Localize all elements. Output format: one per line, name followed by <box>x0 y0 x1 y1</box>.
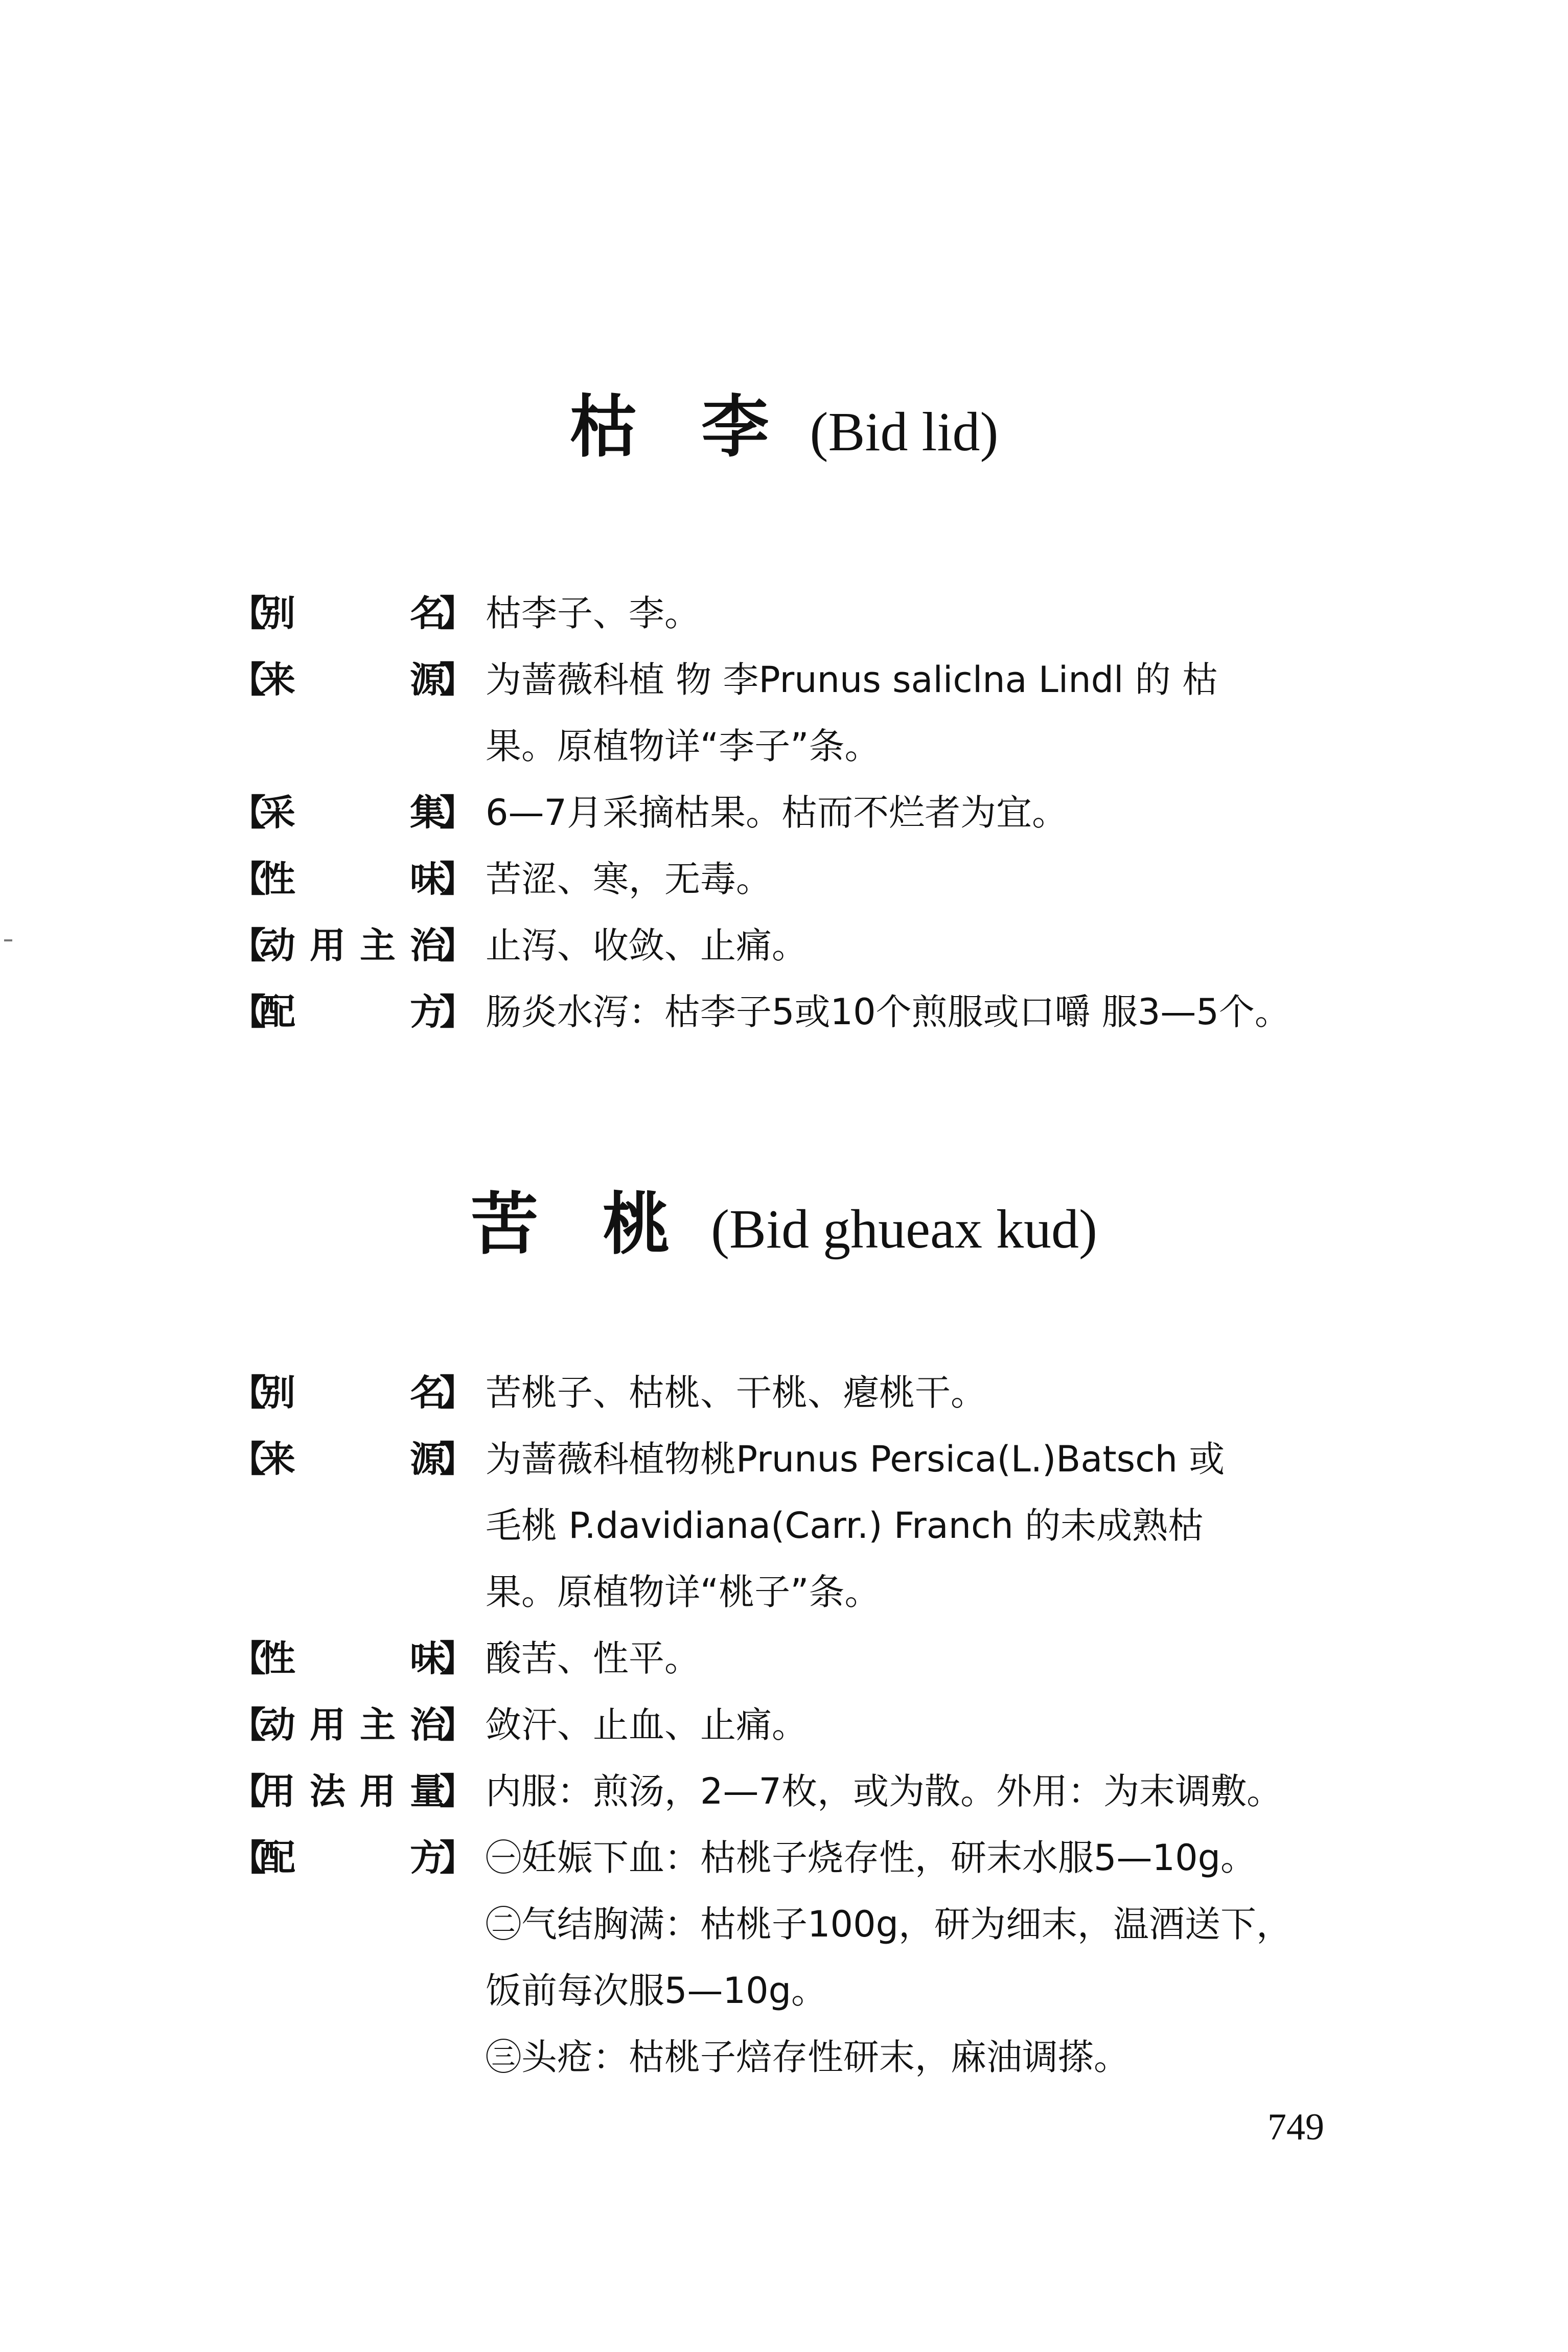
field-content: 敛汗、止血、止痛。 <box>486 1704 808 1746</box>
entry-title-latin: (Bid ghueax kud) <box>711 1199 1097 1260</box>
bracket-close: 】 <box>440 592 475 634</box>
field-content: 肠炎水泻：枯李子5或10个煎服或口嚼 服3—5个。 <box>486 991 1290 1033</box>
field-source: 【 来 源 】 为蔷薇科植物桃Prunus Persica(L.)Batsch 或 毛桃 P.davidiana(Carr.) Franch 的未成熟枯 果。原植物详“桃子”条。 <box>230 1426 1467 1625</box>
page-number: 749 <box>1267 2106 1324 2148</box>
field-collection: 【 采 集 】 6—7月采摘枯果。枯而不烂者为宜。 <box>230 779 1467 846</box>
entry-title-chinese: 枯 李 <box>569 388 790 467</box>
field-indications: 【 动用主治 】 敛汗、止血、止痛。 <box>230 1692 1467 1758</box>
field-content: 苦涩、寒，无毒。 <box>486 858 772 900</box>
field-alias: 【 别 名 】 枯李子、李。 <box>230 580 1467 647</box>
entry-title-chinese: 苦 桃 <box>471 1185 691 1264</box>
field-content: 枯李子、李。 <box>486 592 700 634</box>
entry-title <box>0 388 1568 467</box>
field-prescription: 【 配 方 】 ㊀妊娠下血：枯桃子烧存性，研末水服5—10g。 ㊁气结胸满：枯桃子100g，研为细末，温酒送下， 饭前每次服5—10g。 ㊂头疮：枯桃子焙存性研末，麻油调搽。 <box>230 1825 1467 2090</box>
bracket-open: 【 <box>230 592 266 634</box>
field-content: 为蔷薇科植 物 李Prunus saliclna Lindl 的 枯 果。原植物详“李子”条。 <box>486 659 1218 767</box>
field-content: 6—7月采摘枯果。枯而不烂者为宜。 <box>486 792 1068 834</box>
scan-margin-mark <box>4 939 12 941</box>
field-alias: 【 别 名 】 苦桃子、枯桃、干桃、瘪桃干。 <box>230 1359 1467 1426</box>
field-indications: 【 动用主治 】 止泻、收敛、止痛。 <box>230 912 1467 979</box>
field-content: 为蔷薇科植物桃Prunus Persica(L.)Batsch 或 毛桃 P.davidiana(Carr.) Franch 的未成熟枯 果。原植物详“桃子”条。 <box>486 1438 1225 1613</box>
entry-title <box>0 1185 1568 1264</box>
field-nature-taste: 【 性 味 】 酸苦、性平。 <box>230 1625 1467 1692</box>
field-content: ㊀妊娠下血：枯桃子烧存性，研末水服5—10g。 ㊁气结胸满：枯桃子100g，研为细末，温酒送下， 饭前每次服5—10g。 ㊂头疮：枯桃子焙存性研末，麻油调搽。 <box>486 1837 1293 2078</box>
field-source: 【 来 源 】 为蔷薇科植 物 李Prunus saliclna Lindl 的 枯 果。原植物详“李子”条。 <box>230 647 1467 779</box>
entry-title-latin: (Bid lid) <box>810 402 999 463</box>
field-content: 止泻、收敛、止痛。 <box>486 925 808 966</box>
field-nature-taste: 【 性 味 】 苦涩、寒，无毒。 <box>230 846 1467 912</box>
field-prescription: 【 配 方 】 肠炎水泻：枯李子5或10个煎服或口嚼 服3—5个。 <box>230 979 1467 1045</box>
field-usage-dosage: 【 用法用量 】 内服：煎汤，2—7枚，或为散。外用：为末调敷。 <box>230 1758 1467 1825</box>
field-content: 苦桃子、枯桃、干桃、瘪桃干。 <box>486 1372 986 1414</box>
field-content: 酸苦、性平。 <box>486 1638 700 1679</box>
field-content: 内服：煎汤，2—7枚，或为散。外用：为末调敷。 <box>486 1770 1283 1812</box>
